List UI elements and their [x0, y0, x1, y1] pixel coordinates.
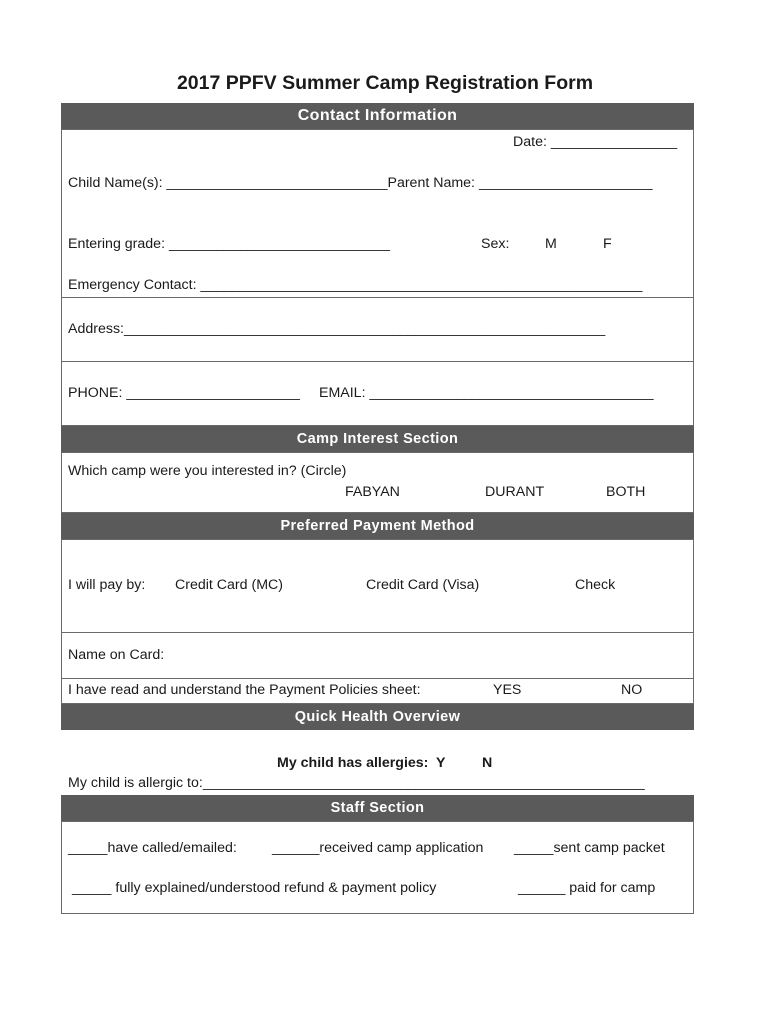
payment-method-header: Preferred Payment Method	[61, 513, 694, 539]
staff-section-header: Staff Section	[61, 795, 694, 821]
payment-divider-1	[61, 632, 694, 633]
camp-interest-box	[61, 452, 694, 513]
camp-option-both[interactable]: BOTH	[606, 484, 646, 500]
staff-received-application[interactable]: ______received camp application	[272, 840, 484, 856]
sex-label: Sex:	[481, 236, 510, 252]
camp-question: Which camp were you interested in? (Circle)	[68, 463, 347, 479]
staff-paid-for-camp[interactable]: ______ paid for camp	[518, 880, 656, 896]
camp-option-durant[interactable]: DURANT	[485, 484, 545, 500]
contact-divider-1	[61, 297, 694, 298]
policies-option-yes[interactable]: YES	[493, 682, 522, 698]
payment-policies-statement: I have read and understand the Payment Policies sheet:	[68, 682, 421, 698]
camp-option-fabyan[interactable]: FABYAN	[345, 484, 400, 500]
policies-option-no[interactable]: NO	[621, 682, 643, 698]
staff-explained-policy[interactable]: _____ fully explained/understood refund & payment policy	[72, 880, 437, 896]
name-on-card-field[interactable]: Name on Card:	[68, 647, 165, 663]
entering-grade-field[interactable]: Entering grade: ____________________________	[68, 236, 390, 252]
staff-sent-packet[interactable]: _____sent camp packet	[514, 840, 665, 856]
camp-interest-header: Camp Interest Section	[61, 426, 694, 452]
sex-option-m[interactable]: M	[545, 236, 557, 252]
emergency-contact-field[interactable]: Emergency Contact: ________________________________________________________	[68, 277, 643, 293]
payment-divider-2	[61, 678, 694, 679]
phone-field[interactable]: PHONE: ______________________	[68, 385, 300, 401]
health-overview-header: Quick Health Overview	[61, 704, 694, 730]
pay-option-credit-card-mc[interactable]: Credit Card (MC)	[175, 577, 283, 593]
sex-option-f[interactable]: F	[603, 236, 612, 252]
allergies-option-n[interactable]: N	[482, 755, 493, 771]
pay-option-credit-card-visa[interactable]: Credit Card (Visa)	[366, 577, 480, 593]
allergies-question[interactable]: My child has allergies: Y	[277, 755, 446, 771]
form-title: 2017 PPFV Summer Camp Registration Form	[176, 72, 594, 94]
contact-divider-2	[61, 361, 694, 362]
payment-method-box	[61, 539, 694, 704]
date-field[interactable]: Date: ________________	[513, 134, 678, 150]
contact-information-header: Contact Information	[61, 103, 694, 129]
staff-called-emailed[interactable]: _____have called/emailed:	[68, 840, 237, 856]
allergic-to-field[interactable]: My child is allergic to:________________________________________________________	[68, 775, 645, 791]
staff-section-box	[61, 821, 694, 914]
pay-by-label: I will pay by:	[68, 577, 146, 593]
child-parent-name-field[interactable]: Child Name(s): ____________________________Parent Name: ______________________	[68, 175, 653, 191]
address-field[interactable]: Address:_____________________________________________________________	[68, 321, 606, 337]
email-field[interactable]: EMAIL: ____________________________________	[319, 385, 654, 401]
pay-option-check[interactable]: Check	[575, 577, 616, 593]
